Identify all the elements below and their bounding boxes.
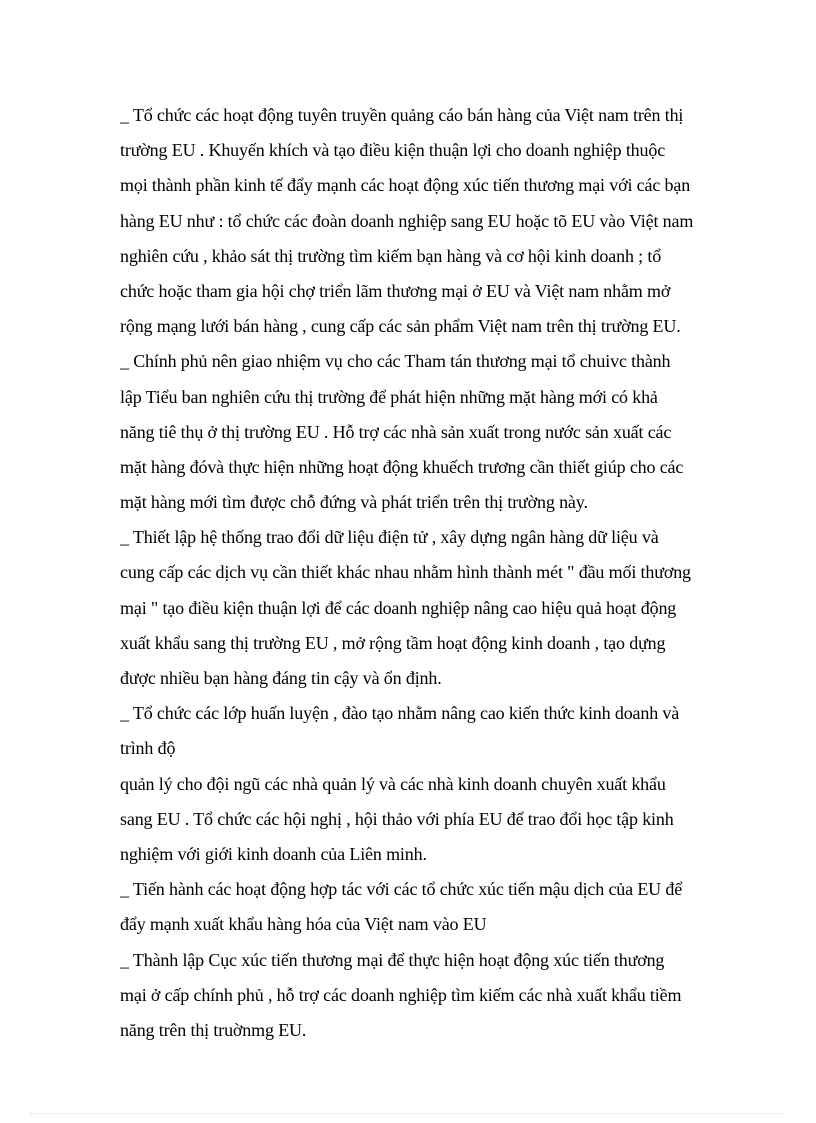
text-line: nghiên cứu , khảo sát thị trường tìm kiếm bạn hàng và cơ hội kinh doanh ; tổ xyxy=(120,245,662,266)
text-line: năng trên thị truờnmg EU. xyxy=(120,1019,307,1040)
text-line: _ Tổ chức các hoạt động tuyên truyền quảng cáo bán hàng của Việt nam trên thị xyxy=(120,105,684,125)
text-line: trình độ xyxy=(120,738,176,759)
text-line: mại ở cấp chính phủ , hỗ trợ các doanh nghiệp tìm kiếm các nhà xuất khẩu tiềm xyxy=(120,984,682,1005)
text-line: trường EU . Khuyến khích và tạo điều kiện thuận lợi cho doanh nghiệp thuộc xyxy=(120,140,666,161)
text-line: được nhiều bạn hàng đáng tin cậy và ổn định. xyxy=(120,668,442,688)
text-line: cung cấp các dịch vụ cần thiết khác nhau nhằm hình thành mét " đầu mối thương xyxy=(120,562,691,583)
text-line: _ Tiến hành các hoạt động hợp tác với các tổ chức xúc tiến mậu dịch của EU để xyxy=(120,879,683,900)
text-line: mặt hàng mới tìm được chỗ đứng và phát triển trên thị trường này. xyxy=(120,492,588,513)
text-line: mọi thành phần kinh tế đẩy mạnh các hoạt động xúc tiến thương mại với các bạn xyxy=(120,175,691,196)
text-line: chức hoặc tham gia hội chợ triển lãm thương mại ở EU và Việt nam nhằm mở xyxy=(120,280,671,301)
text-line: mặt hàng đóvà thực hiện những hoạt động khuếch trương cần thiết giúp cho các xyxy=(120,456,684,477)
text-line: quản lý cho đội ngũ các nhà quản lý và các nhà kinh doanh chuyên xuất khẩu xyxy=(120,773,666,794)
text-line: năng tiê thụ ở thị trường EU . Hỗ trợ các nhà sản xuất trong nước sản xuất các xyxy=(120,421,672,442)
text-line: _ Tổ chức các lớp huấn luyện , đào tạo nhằm nâng cao kiến thức kinh doanh và xyxy=(120,703,680,724)
page-bottom-rule xyxy=(30,1113,786,1114)
body-text xyxy=(120,98,730,1048)
text-line: sang EU . Tổ chức các hội nghị , hội thảo với phía EU để trao đổi học tập kinh xyxy=(120,808,674,829)
text-line: lập Tiểu ban nghiên cứu thị trường để phát hiện những mặt hàng mới có khả xyxy=(120,386,658,407)
text-line: đẩy mạnh xuất khẩu hàng hóa của Việt nam vào EU xyxy=(120,914,487,935)
text-line: hàng EU như : tổ chức các đoàn doanh nghiệp sang EU hoặc tõ EU vào Việt nam xyxy=(120,210,694,231)
text-line: rộng mạng lưới bán hàng , cung cấp các sản phẩm Việt nam trên thị trường EU. xyxy=(120,316,681,337)
text-line: _ Thiết lập hệ thống trao đổi dữ liệu điện tử , xây dựng ngân hàng dữ liệu và xyxy=(120,527,659,548)
text-line: mại " tạo điều kiện thuận lợi để các doanh nghiệp nâng cao hiệu quả hoạt động xyxy=(120,597,677,618)
text-line: _ Chính phủ nên giao nhiệm vụ cho các Tham tán thương mại tổ chuivc thành xyxy=(120,351,671,372)
text-line: _ Thành lập Cục xúc tiến thương mại để thực hiện hoạt động xúc tiến thương xyxy=(120,949,665,970)
text-line: nghiệm với giới kinh doanh của Liên minh. xyxy=(120,843,427,864)
text-line: xuất khẩu sang thị trường EU , mở rộng tầm hoạt động kinh doanh , tạo dựng xyxy=(120,632,666,653)
